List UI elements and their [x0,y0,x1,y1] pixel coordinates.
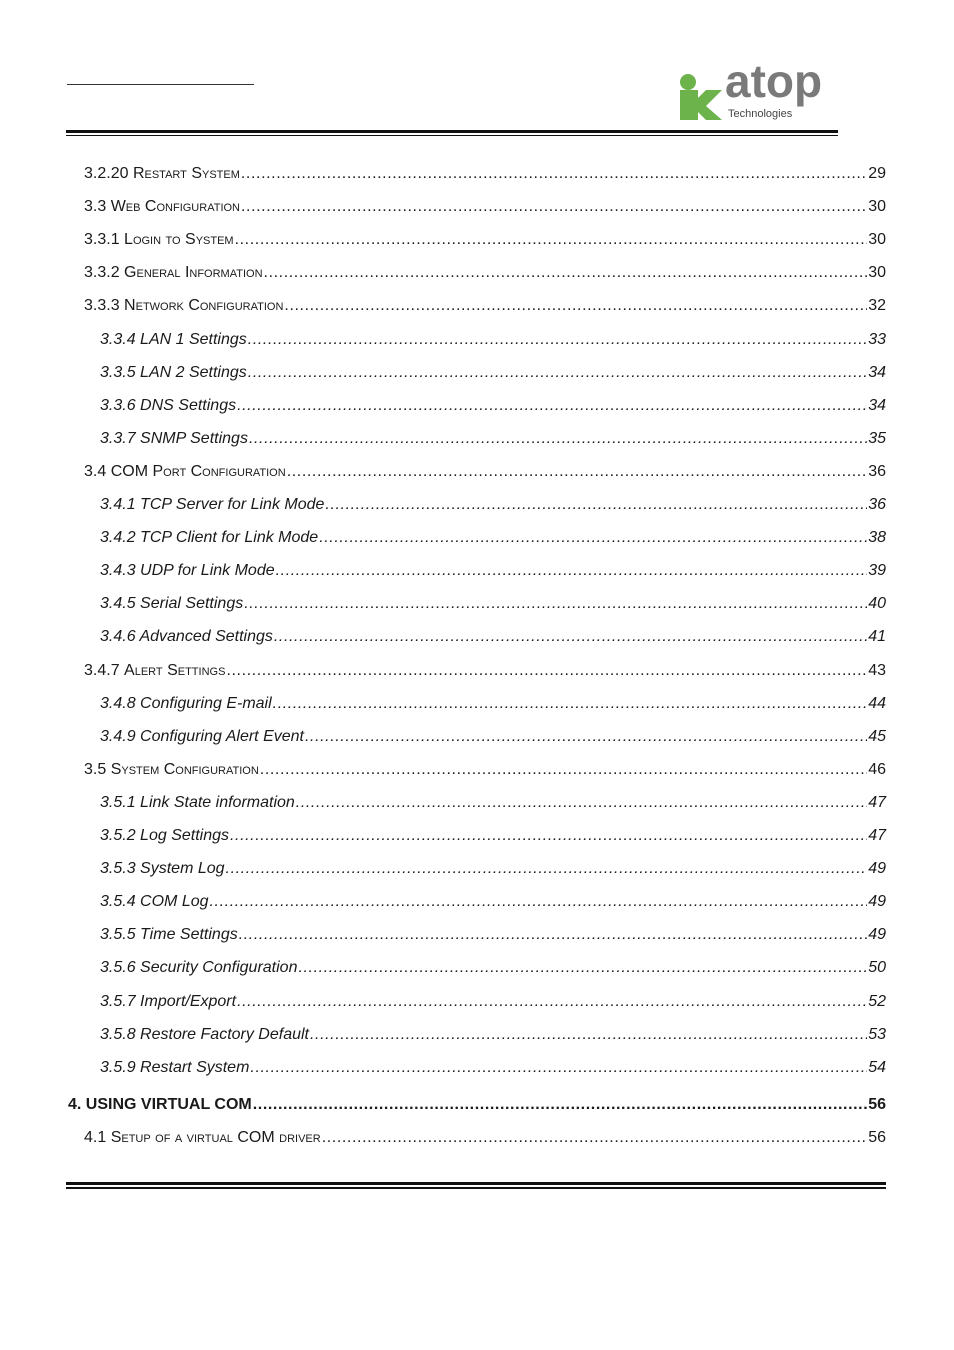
toc-page-number: 41 [868,628,886,646]
toc-entry-label: Web Configuration [110,198,240,216]
toc-page-number: 54 [868,1058,886,1076]
toc-entry-number: 3.3.6 [100,396,136,414]
toc-entry-label: Link State information [140,793,295,811]
toc-entry-number: 3.5.1 [100,793,136,811]
toc-entry-label: System Configuration [110,760,259,778]
toc-entry-number: 3.5.2 [100,827,136,844]
toc-entry-title [100,1026,309,1044]
toc-entry-title [84,662,225,680]
toc-entry-number: 3.5.7 [100,992,136,1010]
logo-wordmark: atop [725,55,823,107]
toc-entry-label: COM Log [140,893,209,911]
toc-entry-title [100,926,238,944]
toc-entry-title [84,264,263,282]
toc-entry-label: Time Settings [140,926,238,944]
toc-entry-number: 3.4.9 [100,727,136,745]
toc-dot-leader [273,695,868,713]
toc-entry-label: Advanced Settings [139,628,273,646]
toc-entry-title [100,860,225,878]
toc-entry-number: 3.4.6 [100,628,136,646]
toc-entry[interactable] [100,529,886,551]
toc-entry-title [100,695,272,713]
toc-entry[interactable] [100,496,886,518]
toc-entry-number: 3.5.5 [100,926,136,944]
toc-page-number: 45 [868,727,886,745]
toc-page-number: 52 [868,992,886,1010]
toc-dot-leader [248,331,867,349]
toc-entry[interactable] [100,827,886,849]
toc-dot-leader [226,860,868,878]
header-rule-thick [66,130,838,133]
toc-entry-number: 3.3.2 [84,264,120,282]
toc-entry-number: 3.5.8 [100,1025,136,1043]
toc-entry-title [100,529,318,547]
toc-page-number: 50 [868,959,886,977]
toc-page-number: 43 [868,661,886,679]
toc-entry[interactable] [100,397,886,419]
toc-entry-title [100,397,236,415]
toc-entry-number: 3.4.5 [100,595,136,613]
toc-entry-label: LAN 2 Settings [140,363,247,381]
toc-entry[interactable] [84,264,886,286]
toc-entry-title [100,893,209,911]
toc-entry-title [100,595,243,613]
toc-entry-number: 3.3.3 [84,297,120,315]
footer-rule-thick [66,1182,886,1185]
toc-dot-leader [249,430,867,448]
toc-entry-number: 3.4.8 [100,694,136,712]
toc-entry[interactable] [84,761,886,783]
toc-entry-label: Security Configuration [140,959,298,977]
toc-entry-label: Log Settings [140,827,229,844]
toc-entry[interactable] [100,595,886,617]
toc-entry-number: 3.5.4 [100,893,136,911]
toc-entry[interactable] [84,297,886,319]
toc-entry[interactable] [100,1059,886,1081]
toc-entry-title [84,165,240,183]
toc-page-number: 47 [868,793,886,811]
toc-entry[interactable] [84,1129,886,1151]
toc-entry[interactable] [100,364,886,386]
header-rule-thin [66,135,838,136]
toc-entry[interactable] [100,794,886,816]
toc-entry[interactable] [84,463,886,485]
toc-entry-title [84,198,240,216]
toc-entry-number: 3.5.6 [100,959,136,977]
toc-entry-number: 3.4.7 [84,661,120,679]
toc-entry[interactable] [100,728,886,750]
toc-page-number: 46 [868,760,886,778]
toc-entry-label: Restart System [132,165,240,182]
toc-entry-title [100,364,247,382]
toc-page-number: 49 [868,860,886,878]
toc-entry-label: General Information [124,264,263,282]
toc-entry[interactable] [68,1096,886,1118]
atop-logo [676,55,838,124]
toc-entry[interactable] [84,198,886,220]
toc-page-number: 34 [868,363,886,381]
toc-page-number: 39 [868,562,886,580]
toc-dot-leader [284,297,867,315]
toc-entry-number: 3.5.9 [100,1058,136,1076]
toc-dot-leader [276,562,868,580]
toc-entry-label: System Log [140,860,225,878]
toc-dot-leader [305,728,867,746]
toc-entry[interactable] [100,893,886,915]
toc-page-number: 56 [868,1095,886,1113]
toc-entry-title [100,827,229,845]
toc-entry-title [100,959,297,977]
toc-entry[interactable] [84,662,886,684]
toc-entry-title [100,628,273,646]
toc-page-number: 38 [868,529,886,547]
toc-entry-label: DNS Settings [140,396,237,414]
toc-entry-title [84,463,286,481]
toc-entry-label: COM Port Configuration [110,462,286,480]
toc-dot-leader [287,463,868,481]
toc-entry-title [100,728,304,746]
toc-page-number: 30 [868,198,886,216]
toc-entry[interactable] [100,860,886,882]
toc-dot-leader [322,1129,868,1147]
toc-page-number: 33 [868,330,886,348]
toc-entry-label: Configuring Alert Event [140,727,304,745]
toc-entry-number: 3.4.3 [100,562,136,580]
toc-entry-number: 3.4.1 [100,496,136,513]
toc-entry-label: Serial Settings [140,595,244,613]
toc-page-number: 35 [868,429,886,447]
footer-rule-thin [66,1187,886,1189]
toc-entry-title [100,993,236,1011]
toc-entry-title [68,1096,252,1114]
toc-entry-number: 3.3.4 [100,330,136,348]
toc-dot-leader [237,993,867,1011]
toc-entry-title [84,761,259,779]
toc-page-number: 30 [868,231,886,249]
toc-page-number: 49 [868,926,886,944]
logo-subtitle: Technologies [728,108,793,120]
toc-entry-label: SNMP Settings [140,429,248,447]
toc-entry-number: 3.4.2 [100,529,136,547]
toc-entry[interactable] [100,430,886,452]
toc-entry-number: 3.4 [84,462,107,480]
toc-dot-leader [237,397,867,415]
toc-entry-number: 3.3.7 [100,429,136,447]
toc-entry[interactable] [100,1026,886,1048]
toc-entry-label: USING VIRTUAL COM [85,1095,252,1113]
toc-dot-leader [296,794,867,812]
toc-entry-label: Restart System [140,1058,250,1076]
toc-entry[interactable] [84,165,886,187]
toc-entry-number: 3.3.5 [100,363,136,381]
toc-entry-title [84,1129,321,1147]
toc-entry[interactable] [84,231,886,253]
toc-dot-leader [244,595,867,613]
toc-entry-label: TCP Client for Link Mode [140,529,319,547]
toc-page-number: 44 [868,694,886,712]
toc-entry-title [100,496,324,514]
toc-entry-label: Restore Factory Default [140,1025,309,1043]
toc-dot-leader [253,1096,867,1114]
toc-entry-label: Import/Export [140,992,237,1010]
toc-entry-label: Setup of a virtual COM driver [110,1128,321,1146]
header-short-rule [67,84,254,85]
toc-dot-leader [241,165,867,183]
toc-entry-title [100,794,295,812]
toc-entry-title [100,430,248,448]
toc-dot-leader [310,1026,867,1044]
toc-entry-title [100,331,247,349]
toc-dot-leader [250,1059,867,1077]
toc-entry-label: Login to System [124,231,234,249]
toc-entry-number: 4. [68,1095,82,1113]
toc-entry-title [84,297,283,315]
toc-dot-leader [319,529,867,547]
toc-dot-leader [210,893,868,911]
toc-entry-title [100,562,275,580]
toc-entry-number: 3.2.20 [84,165,129,182]
toc-entry[interactable] [100,331,886,353]
toc-entry-label: TCP Server for Link Mode [140,496,325,513]
toc-page-number: 29 [868,165,886,182]
toc-entry-title [84,231,234,249]
toc-dot-leader [260,761,867,779]
toc-dot-leader [325,496,867,514]
toc-entry-label: Alert Settings [124,661,226,679]
toc-dot-leader [264,264,868,282]
toc-entry[interactable] [100,695,886,717]
toc-page-number: 56 [868,1128,886,1146]
toc-dot-leader [235,231,868,249]
logo-mark-icon [676,72,726,124]
toc-dot-leader [248,364,867,382]
toc-entry[interactable] [100,562,886,584]
toc-entry-label: UDP for Link Mode [140,562,275,580]
toc-page-number: 36 [868,462,886,480]
toc-dot-leader [226,662,867,680]
toc-entry[interactable] [100,993,886,1015]
toc-page-number: 34 [868,396,886,414]
toc-entry-number: 3.5 [84,760,107,778]
toc-dot-leader [239,926,867,944]
toc-page-number: 53 [868,1025,886,1043]
toc-entry-label: Configuring E-mail [140,694,272,712]
toc-entry-title [100,1059,249,1077]
toc-dot-leader [298,959,867,977]
toc-entry-number: 3.3 [84,198,107,216]
toc-entry[interactable] [100,628,886,650]
toc-page-number: 32 [868,297,886,315]
toc-dot-leader [274,628,867,646]
toc-entry-number: 4.1 [84,1128,107,1146]
toc-entry-label: Network Configuration [124,297,284,315]
toc-entry-label: LAN 1 Settings [140,330,247,348]
toc-page-number: 47 [868,827,886,844]
toc-entry-number: 3.3.1 [84,231,120,249]
toc-entry[interactable] [100,959,886,981]
toc-dot-leader [241,198,867,216]
toc-page-number: 49 [868,893,886,911]
toc-page-number: 40 [868,595,886,613]
toc-entry-number: 3.5.3 [100,860,136,878]
toc-page-number: 36 [868,496,886,513]
toc-page-number: 30 [868,264,886,282]
toc-dot-leader [230,827,867,845]
toc-entry[interactable] [100,926,886,948]
